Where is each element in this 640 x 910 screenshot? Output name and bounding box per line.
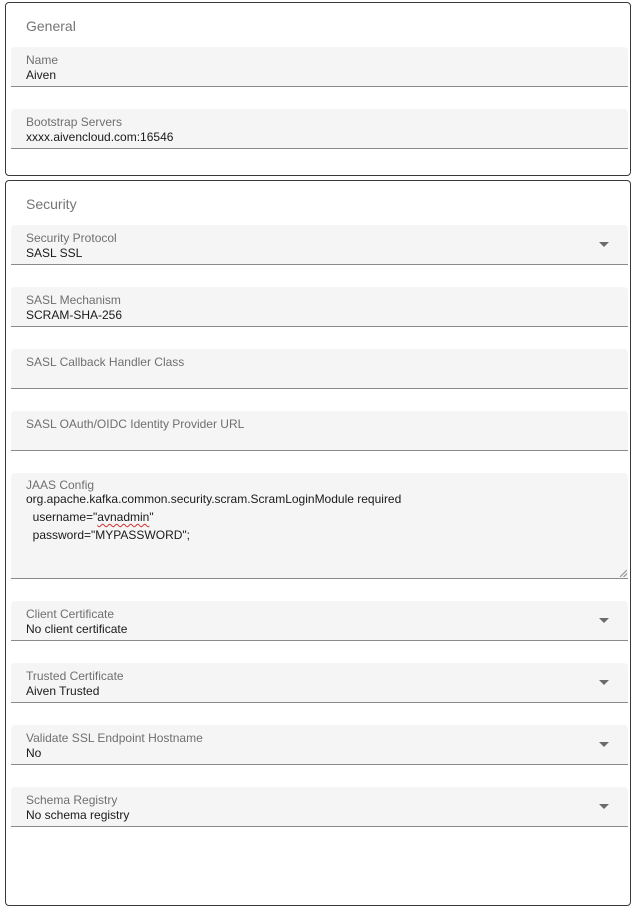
trusted-certificate-select[interactable] <box>11 663 628 703</box>
jaas-line-1: org.apache.kafka.common.security.scram.ScramLoginModule required <box>26 492 402 506</box>
trusted-certificate-label: Trusted Certificate <box>26 669 124 683</box>
schema-registry-value: No schema registry <box>26 808 130 822</box>
sasl-callback-handler-label: SASL Callback Handler Class <box>26 355 185 369</box>
sasl-oauth-url-field[interactable] <box>11 411 628 451</box>
security-card <box>5 180 631 906</box>
jaas-config-textarea[interactable] <box>11 473 628 579</box>
sasl-mechanism-value[interactable]: SCRAM-SHA-256 <box>26 308 123 322</box>
client-certificate-select[interactable] <box>11 601 628 641</box>
schema-registry-label: Schema Registry <box>26 793 118 807</box>
sasl-oauth-url-label: SASL OAuth/OIDC Identity Provider URL <box>26 417 245 431</box>
chevron-down-icon[interactable] <box>599 242 609 247</box>
security-protocol-label: Security Protocol <box>26 231 117 245</box>
jaas-username-misspelled: avnadmin <box>97 510 150 524</box>
validate-ssl-hostname-select[interactable] <box>11 725 628 765</box>
sasl-mechanism-label: SASL Mechanism <box>26 293 121 307</box>
jaas-line-2-prefix: username=" <box>26 510 98 524</box>
validate-ssl-hostname-label: Validate SSL Endpoint Hostname <box>26 731 203 745</box>
sasl-callback-handler-field[interactable] <box>11 349 628 389</box>
general-section-title: General <box>26 18 76 34</box>
jaas-config-label: JAAS Config <box>26 478 95 492</box>
chevron-down-icon[interactable] <box>599 742 609 747</box>
security-section-title: Security <box>26 196 77 212</box>
jaas-config-value[interactable] <box>26 490 401 544</box>
client-certificate-label: Client Certificate <box>26 607 115 621</box>
bootstrap-servers-label: Bootstrap Servers <box>26 115 123 129</box>
general-card <box>5 2 631 176</box>
sasl-mechanism-field[interactable] <box>11 287 628 327</box>
client-certificate-value: No client certificate <box>26 622 128 636</box>
trusted-certificate-value: Aiven Trusted <box>26 684 100 698</box>
jaas-line-2-suffix: " <box>149 510 154 524</box>
name-label: Name <box>26 53 59 67</box>
jaas-line-3: password="MYPASSWORD"; <box>26 528 191 542</box>
name-field[interactable] <box>11 47 628 87</box>
bootstrap-servers-field[interactable] <box>11 109 628 149</box>
name-value[interactable]: Aiven <box>26 68 57 82</box>
chevron-down-icon[interactable] <box>599 804 609 809</box>
security-protocol-value: SASL SSL <box>26 246 83 260</box>
validate-ssl-hostname-value: No <box>26 746 42 760</box>
resize-grip-icon[interactable] <box>619 569 627 577</box>
security-protocol-select[interactable] <box>11 225 628 265</box>
schema-registry-select[interactable] <box>11 787 628 827</box>
bootstrap-servers-value[interactable]: xxxx.aivencloud.com:16546 <box>26 130 174 144</box>
chevron-down-icon[interactable] <box>599 618 609 623</box>
chevron-down-icon[interactable] <box>599 680 609 685</box>
